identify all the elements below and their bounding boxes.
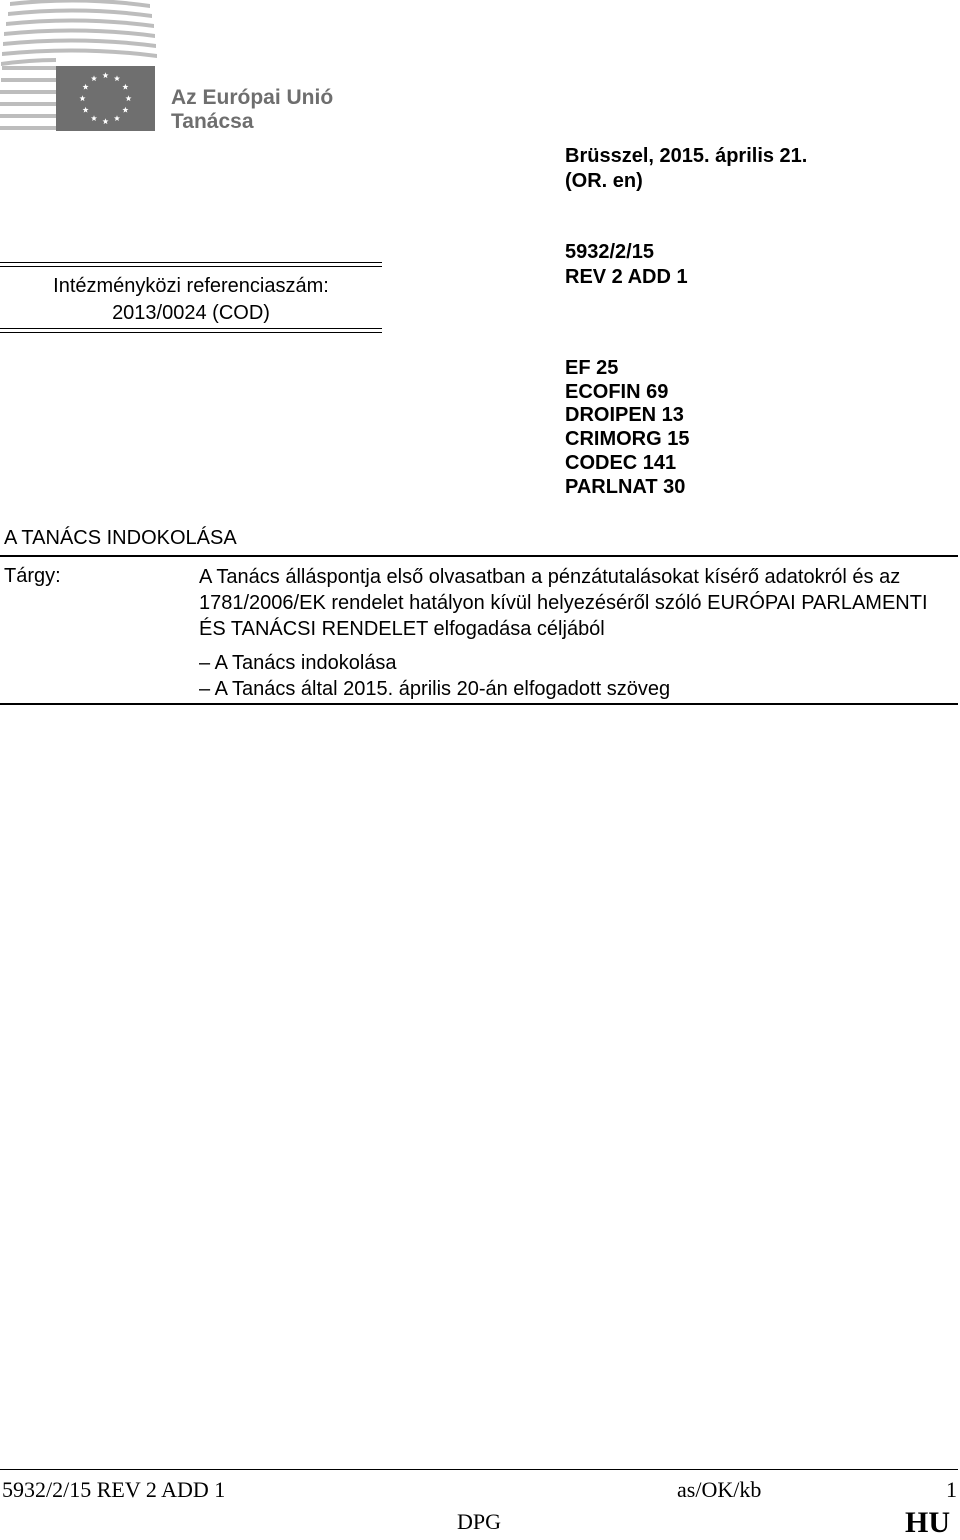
code-item: DROIPEN 13: [565, 404, 684, 427]
document-number-line2: REV 2 ADD 1: [565, 266, 688, 288]
building-lines-icon: [0, 0, 160, 66]
subject-item: – A Tanács indokolása: [199, 652, 397, 674]
building-lines-left-icon: [0, 60, 56, 132]
footer-initials: as/OK/kb: [677, 1477, 762, 1502]
document-number-line1: 5932/2/15: [565, 241, 654, 263]
reference-value: 2013/0024 (COD): [112, 302, 270, 324]
code-item: PARLNAT 30: [565, 475, 686, 498]
code-item: CODEC 141: [565, 451, 677, 474]
interinstitutional-reference: [0, 262, 382, 332]
subject-text: A Tanács álláspontja első olvasatban a pénzátutalásokat kísérő adatokról és az 1781/2006/EK rendelet hatályon kívül helyezéséről szóló EURÓPAI PARLAMENTI ÉS TANÁCSI RENDELET elfogadása céljából: [199, 566, 928, 640]
divider: [0, 555, 958, 557]
date-line: Brüsszel, 2015. április 21.: [565, 145, 808, 167]
subject-label: Tárgy:: [4, 565, 61, 587]
code-item: ECOFIN 69: [565, 380, 669, 403]
section-title: A TANÁCS INDOKOLÁSA: [4, 527, 237, 549]
divider: [0, 703, 958, 705]
footer-doc-ref: 5932/2/15 REV 2 ADD 1: [2, 1477, 226, 1502]
footer-page-number: 1: [946, 1477, 957, 1502]
divider: [0, 328, 382, 333]
organization-name-line1: Az Európai Unió: [171, 86, 334, 109]
footer-language: HU: [905, 1506, 950, 1539]
code-item: CRIMORG 15: [565, 428, 690, 451]
date-block: [565, 144, 807, 194]
organization-name: [171, 86, 333, 134]
subject-item: – A Tanács által 2015. április 20-án elfogadott szöveg: [199, 678, 671, 700]
footer-department: DPG: [457, 1509, 502, 1534]
eu-flag-icon: [56, 66, 155, 131]
document-number: [565, 240, 688, 290]
organization-name-line2: Tanácsa: [171, 110, 254, 133]
footer-divider: [0, 1469, 958, 1470]
subject-body: [199, 564, 955, 702]
code-item: EF 25: [565, 357, 619, 379]
reference-label: Intézményközi referenciaszám:: [53, 275, 329, 297]
divider: [0, 262, 382, 267]
document-codes: [565, 357, 689, 499]
original-language: (OR. en): [565, 170, 643, 192]
